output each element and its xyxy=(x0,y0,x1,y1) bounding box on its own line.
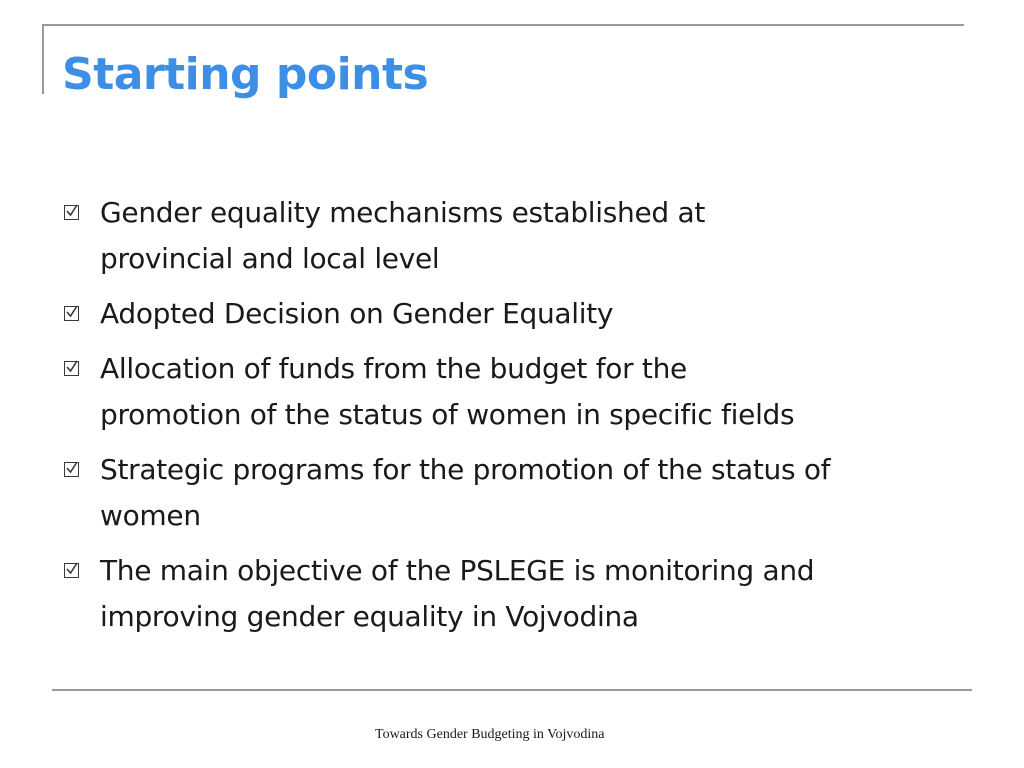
bullet-text-line2: improving gender equality in Vojvodina xyxy=(100,600,639,633)
checkbox-checked-icon xyxy=(64,205,79,220)
bullet-text-line2: women xyxy=(100,499,201,532)
bullet-text-line2: promotion of the status of women in specific fields xyxy=(100,398,795,431)
footer-text: Towards Gender Budgeting in Vojvodina xyxy=(375,727,605,742)
bullet-list xyxy=(62,190,962,649)
bullet-text-line2: provincial and local level xyxy=(100,242,440,275)
bullet-item xyxy=(62,346,962,438)
bullet-item xyxy=(62,291,962,337)
footer-divider xyxy=(52,689,972,691)
bullet-text-line1: Gender equality mechanisms established at xyxy=(100,196,706,229)
bullet-text-line1: Allocation of funds from the budget for the xyxy=(100,352,687,385)
checkbox-checked-icon xyxy=(64,306,79,321)
checkbox-checked-icon xyxy=(64,361,79,376)
bullet-item xyxy=(62,190,962,282)
frame-top-rule xyxy=(42,24,964,26)
bullet-text-line1: The main objective of the PSLEGE is monitoring and xyxy=(100,554,815,587)
bullet-item xyxy=(62,447,962,539)
bullet-item xyxy=(62,548,962,640)
bullet-text-line1: Adopted Decision on Gender Equality xyxy=(100,297,614,330)
bullet-text-line1: Strategic programs for the promotion of the status of xyxy=(100,453,831,486)
frame-left-rule xyxy=(42,24,44,94)
slide-title: Starting points xyxy=(62,49,429,100)
checkbox-checked-icon xyxy=(64,563,79,578)
checkbox-checked-icon xyxy=(64,462,79,477)
